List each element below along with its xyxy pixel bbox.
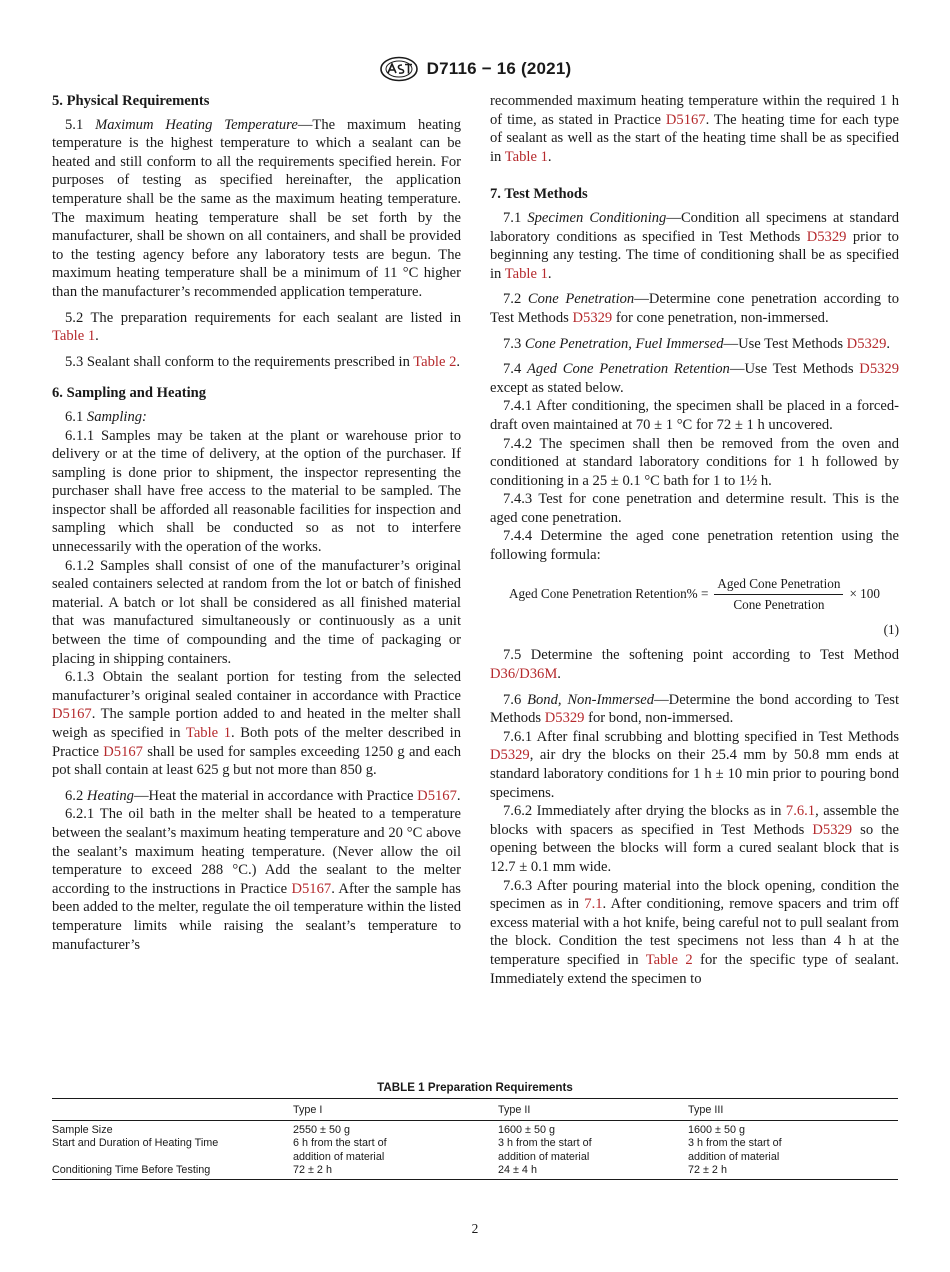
- d5167-link[interactable]: D5167: [291, 880, 332, 897]
- paragraph-6-1-3: 6.1.3 Obtain the sealant portion for testing from the selected manufacturer’s original sealed container in accordance with Practice D5167. The sample portion added to and heated in the melter shall weigh as specified in Table 1. Both pots of the melter described in Practice D5167 shall be used for samples exceeding 1250 g and each pot shall contain at least 625 g but not more than 850 g.: [52, 669, 461, 779]
- paragraph-6-1: 6.1 Sampling:: [65, 408, 147, 425]
- table-cell: 1600 ± 50 g: [498, 1123, 555, 1136]
- paragraph-6-1-1: 6.1.1 Samples may be taken at the plant or warehouse prior to delivery or at the time of delivery, at the option of the purchaser. If sampling is done prior to shipment, the inspector representing the purchaser shall have free access to the material to be sampled. The inspector shall be afforded all reasonable facilities for inspection and sampling which shall be conducted so as not to interfere unnecessarily with the operation of the works.: [52, 427, 461, 556]
- d5167-link[interactable]: D5167: [52, 706, 92, 723]
- left-column: [52, 92, 461, 954]
- equation-lhs: Aged Cone Penetration Retention% =: [509, 586, 709, 602]
- paragraph-7-4-4: 7.4.4 Determine the aged cone penetration retention using the following formula:: [490, 528, 899, 564]
- d36-link[interactable]: D36/D36M: [490, 666, 558, 683]
- table-row: [52, 1120, 898, 1137]
- paragraph-5-1: 5.1 Maximum Heating Temperature—The maximum heating temperature is the highest temperature to which a sealant can be heated and still conform to all the requirements specified herein. For purposes of testing as specified hereinafter, the application temperature shall be the same as the maximum heating temperature. The maximum heating temperature shall be set forth by the manufacturer, shall be shown on all containers, and shall be provided to the testing agency before any laboratory tests are begun. The maximum heating temperature shall be a minimum of 11 °C higher than the manufacturer’s recommended application temperature.: [52, 116, 462, 300]
- section-7-1-link[interactable]: 7.1: [584, 896, 603, 913]
- d5329-link[interactable]: D5329: [859, 361, 900, 378]
- equation-fraction: [714, 575, 843, 615]
- paragraph-7-5: 7.5 Determine the softening point according to Test Method D36/D36M.: [490, 647, 899, 683]
- paragraph-7-4-3: 7.4.3 Test for cone penetration and determine result. This is the aged cone penetration.: [490, 491, 899, 526]
- table-row-label: Sample Size: [52, 1123, 113, 1136]
- preparation-requirements-table: [52, 1098, 898, 1180]
- paragraph-7-6-1: 7.6.1 After final scrubbing and blotting specified in Test Methods D5329, air dry the blocks on their 25.4 mm by 50.8 mm ends at standard laboratory conditions for 1 h ± 10 min prior to pouring bond specimens.: [490, 728, 899, 801]
- table-row: [52, 1137, 898, 1164]
- page-number: 2: [471, 1221, 479, 1236]
- d5329-link[interactable]: D5329: [490, 747, 530, 764]
- section-6-heading: 6. Sampling and Heating: [52, 385, 207, 402]
- table-cell: 6 h from the start of addition of material: [293, 1137, 387, 1163]
- table-cell: 3 h from the start of addition of material: [498, 1137, 592, 1163]
- equation-multiplier: × 100: [849, 586, 880, 602]
- d5167-link[interactable]: D5167: [665, 111, 706, 128]
- table-cell: 24 ± 4 h: [498, 1164, 688, 1179]
- table-cell: 72 ± 2 h: [293, 1164, 498, 1179]
- right-column: [490, 92, 899, 988]
- table-header-type-2: Type II: [498, 1099, 688, 1121]
- table-cell: 2550 ± 50 g: [293, 1123, 350, 1136]
- paragraph-7-3: 7.3 Cone Penetration, Fuel Immersed—Use Test Methods D5329.: [503, 335, 891, 352]
- table-header-row: [52, 1099, 898, 1121]
- section-5-heading: 5. Physical Requirements: [52, 93, 210, 109]
- paragraph-6-2: 6.2 Heating—Heat the material in accordance with Practice D5167.: [65, 787, 461, 804]
- table-cell: 1600 ± 50 g: [688, 1123, 745, 1136]
- table-2-link[interactable]: Table 2: [645, 951, 693, 968]
- paragraph-7-4-1: 7.4.1 After conditioning, the specimen shall be placed in a forced-draft oven maintained at 70 ± 1 °C for 72 ± 1 h uncovered.: [490, 398, 899, 433]
- table-cell: 3 h from the start of addition of material: [688, 1137, 782, 1163]
- d5329-link[interactable]: D5329: [812, 821, 853, 838]
- section-7-6-1-link[interactable]: 7.6.1: [785, 803, 816, 820]
- d5329-link[interactable]: D5329: [572, 309, 613, 326]
- paragraph-7-4-2: 7.4.2 The specimen shall then be removed from the oven and conditioned at standard laboratory conditions for 1 h followed by conditioning in a 25 ± 0.1 °C bath for 1 to 1½ h.: [490, 435, 899, 489]
- paragraph-6-1-2: 6.1.2 Samples shall consist of one of the manufacturer’s original sealed containers selected at random from the lot or batch of finished material. A batch or lot shall be considered as all finished material that was manufactured simultaneously or continuously as a unit between the time of compounding and the time of packaging or placing in shipping containers.: [52, 557, 461, 667]
- equation-denominator: Cone Penetration: [733, 597, 825, 613]
- paragraph-6-2-1-continued: recommended maximum heating temperature within the required 1 h of time, as stated in Practice D5167. The heating time for each type of sealant as well as the start of the heating time shall be as specified in Table 1.: [490, 93, 899, 165]
- paragraph-7-6-2: 7.6.2 Immediately after drying the blocks as in 7.6.1, assemble the blocks with spacers as specified in Test Methods D5329 so the opening between the blocks will form a cured sealant block that is 12.7 ± 0.1 mm wide.: [490, 803, 899, 875]
- table-header-type-1: Type I: [293, 1099, 498, 1121]
- table-1-link[interactable]: Table 1: [52, 328, 96, 345]
- table-row: [52, 1164, 898, 1179]
- paragraph-6-2-1: 6.2.1 The oil bath in the melter shall be heated to a temperature between the sealant’s maximum heating temperature and 20 °C above the sealant’s maximum heating temperature. (Never allow the oil temperature to exceed 288 °C.) Add the sealant to the melter according to the instructions in Practice D5167. After the sample has been added to the melter, regulate the oil temperature within the listed temperature limits while raising the sealant’s temperature to manufacturer’s: [52, 806, 461, 953]
- table-1-title: TABLE 1 Preparation Requirements: [377, 1081, 573, 1094]
- astm-logo-icon: [379, 56, 419, 82]
- d5329-link[interactable]: D5329: [806, 228, 847, 245]
- d5167-link[interactable]: D5167: [417, 787, 457, 804]
- retention-equation: [490, 575, 899, 615]
- paragraph-5-2: 5.2 The preparation requirements for each sealant are listed in Table 1.: [52, 309, 461, 345]
- paragraph-7-6-3: 7.6.3 After pouring material into the block opening, condition the specimen as in 7.1. After conditioning, remove spacers and trim off excess material with a hot knife, being careful not to pull sealant from the block. Condition the test specimens not less than 4 h at the temperature specified in Table 2 for the specific type of sealant. Immediately extend the specimen to: [490, 877, 899, 987]
- table-1-link[interactable]: Table 1: [185, 725, 232, 741]
- table-1-link[interactable]: Table 1: [504, 265, 548, 282]
- table-2-link[interactable]: Table 2: [413, 353, 457, 370]
- table-1-link[interactable]: Table 1: [504, 148, 548, 165]
- paragraph-7-1: 7.1 Specimen Conditioning—Condition all specimens at standard laboratory conditions as specified in Test Methods D5329 prior to beginning any testing. The time of conditioning shall be as specified in Table 1.: [490, 209, 899, 282]
- table-header-type-3: Type III: [688, 1099, 898, 1121]
- paragraph-7-2: 7.2 Cone Penetration—Determine cone penetration according to Test Methods D5329 for cone penetration, non-immersed.: [490, 291, 900, 326]
- page-header: [0, 56, 950, 82]
- table-cell: 72 ± 2 h: [688, 1164, 898, 1179]
- paragraph-5-1-title: Maximum Heating Temperature: [95, 116, 298, 133]
- table-row-label: Start and Duration of Heating Time: [52, 1137, 219, 1150]
- paragraph-5-3: 5.3 Sealant shall conform to the requirements prescribed in Table 2.: [65, 353, 461, 370]
- d5167-link[interactable]: D5167: [103, 743, 143, 760]
- paragraph-7-4: 7.4 Aged Cone Penetration Retention—Use Test Methods D5329 except as stated below.: [490, 361, 900, 396]
- equation-number: (1): [883, 621, 899, 637]
- equation-numerator: Aged Cone Penetration: [714, 575, 843, 596]
- d5329-link[interactable]: D5329: [544, 710, 585, 727]
- table-header-blank: [52, 1099, 293, 1121]
- section-7-heading: 7. Test Methods: [490, 186, 588, 203]
- d5329-link[interactable]: D5329: [846, 335, 887, 352]
- standard-designation: D7116 − 16 (2021): [426, 59, 572, 78]
- paragraph-7-6: 7.6 Bond, Non-Immersed—Determine the bond according to Test Methods D5329 for bond, non-immersed.: [490, 691, 900, 727]
- table-row-label: Conditioning Time Before Testing: [52, 1164, 293, 1179]
